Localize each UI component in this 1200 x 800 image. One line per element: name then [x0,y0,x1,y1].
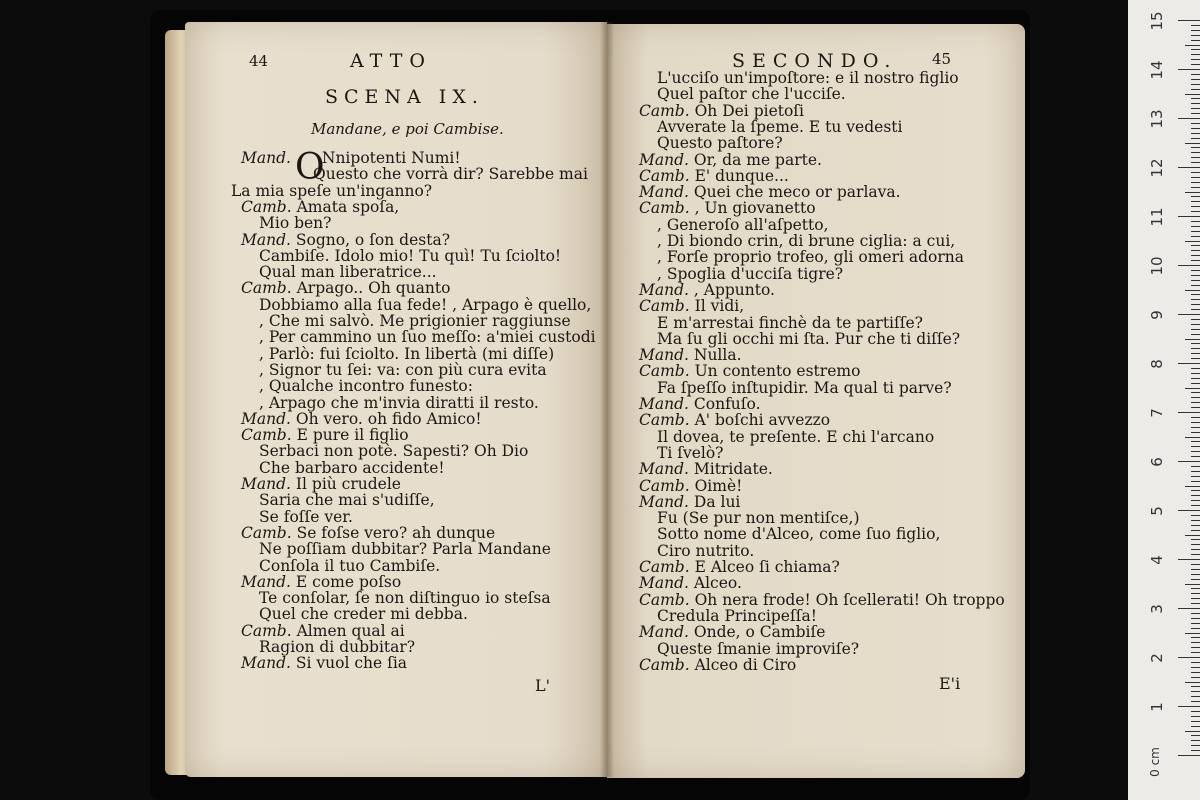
speaker-name: Camb. [639,362,690,381]
line-text: Conſola il tuo Cambiſe. [259,556,441,575]
line-text: E pure il figlio [296,426,409,445]
line-text: , Forſe proprio trofeo, gli omeri adorna [657,248,965,267]
ruler-tick [1191,530,1200,531]
right-page [607,24,1025,778]
ruler-tick [1191,196,1200,197]
speaker-name: Mand. [639,460,689,479]
ruler-tick [1191,662,1200,663]
left-page [185,22,607,777]
line-text: Fu (Se pur non mentiſce,) [657,509,860,528]
ruler-tick [1178,69,1200,70]
line-text: A' boſchi avvezzo [694,411,831,430]
line-text: Alceo di Ciro [694,655,797,674]
ruler-unit: 0 cm [1147,747,1162,777]
ruler-tick [1191,397,1200,398]
line-text: Credula Principeſſa! [657,606,817,625]
ruler-tick [1191,226,1200,227]
ruler-tick [1191,539,1200,540]
ruler-tick [1191,686,1200,687]
speaker-name: Camb. [639,590,690,609]
ruler-tick [1178,118,1200,119]
ruler-tick [1191,701,1200,702]
ruler-tick [1178,167,1200,168]
line-text: Onde, o Cambiſe [693,623,826,642]
book-gutter [600,22,614,777]
speaker-name: Camb. [639,166,690,185]
ruler-number: 4 [1148,555,1166,565]
speaker-name: Mand. [241,654,291,673]
ruler-tick [1191,270,1200,271]
right-running-head: SECONDO. [732,50,898,72]
ruler-tick [1191,515,1200,516]
ruler-tick [1191,721,1200,722]
line-text: , Appunto. [693,280,775,299]
speaker-name: Mand. [639,346,689,365]
ruler-tick [1191,696,1200,697]
line-text: Quel paſtor che l'ucciſe. [657,85,846,104]
ruler-tick [1191,505,1200,506]
ruler-tick [1191,79,1200,80]
ruler-tick [1191,358,1200,359]
ruler-tick [1178,755,1200,756]
ruler-tick [1191,691,1200,692]
ruler-tick [1191,647,1200,648]
ruler-tick [1191,383,1200,384]
ruler-tick [1191,451,1200,452]
ruler-tick [1178,363,1200,364]
ruler-tick [1191,103,1200,104]
ruler-tick [1191,735,1200,736]
line-text: Il dovea, te preſente. E chi l'arcano [657,427,935,446]
line-text: Nnipotenti Numi! [321,149,461,167]
ruler-tick [1191,206,1200,207]
line-text: , Un giovanetto [694,199,816,218]
ruler-tick [1178,657,1200,658]
text-line [639,657,796,674]
ruler-tick [1185,584,1200,585]
ruler-tick [1191,588,1200,589]
line-text: E' dunque... [694,166,789,185]
ruler-number: 1 [1148,702,1166,712]
ruler-tick [1191,162,1200,163]
speaker-name: Camb. [241,426,292,445]
ruler-tick [1191,481,1200,482]
ruler-tick [1191,716,1200,717]
line-text: Il vidi, [694,297,745,316]
speaker-name: Camb. [639,558,690,576]
ruler-tick [1185,290,1200,291]
ruler-tick [1178,314,1200,315]
ruler-tick [1185,143,1200,144]
ruler-tick [1191,407,1200,408]
ruler-number: 15 [1148,11,1166,31]
ruler-tick [1191,211,1200,212]
right-catchword: E'i [939,674,961,693]
ruler-tick [1191,628,1200,629]
ruler-tick [1191,221,1200,222]
ruler-number: 14 [1148,60,1166,80]
line-text: Se foſse vero? ah dunque [296,523,496,542]
line-text: Te conſolar, ſe non diſtinguo io steſsa [259,589,551,608]
line-text: Ciro nutrito. [657,541,755,560]
ruler-tick [1191,35,1200,36]
ruler-tick [1191,544,1200,545]
ruler-tick [1191,613,1200,614]
ruler-number: 11 [1148,207,1166,227]
line-text: Ti ſvelò? [657,443,724,462]
ruler-tick [1191,133,1200,134]
ruler-tick [1191,593,1200,594]
ruler-tick [1191,250,1200,251]
ruler-tick [1191,201,1200,202]
measuring-ruler [1128,0,1200,800]
ruler-tick [1191,138,1200,139]
speaker-name: Mand. [241,572,291,591]
speaker-name: Mand. [241,230,291,249]
ruler-tick [1191,745,1200,746]
ruler-tick [1191,373,1200,374]
line-text: E m'arrestai finchè da te partiſſe? [657,313,923,332]
ruler-tick [1191,750,1200,751]
line-text: , Parlò: fui ſciolto. In libertà (mi diſſe) [259,344,555,363]
speaker-name: Mand. [639,183,689,202]
ruler-tick [1191,726,1200,727]
ruler-tick [1191,618,1200,619]
ruler-tick [1191,128,1200,129]
speaker-name: Camb. [241,279,292,298]
ruler-tick [1191,417,1200,418]
ruler-tick [1191,422,1200,423]
ruler-tick [1191,172,1200,173]
ruler-number: 5 [1148,506,1166,516]
line-text: Qual man liberatrice... [259,263,437,282]
ruler-tick [1191,84,1200,85]
ruler-tick [1191,98,1200,99]
ruler-tick [1191,147,1200,148]
ruler-tick [1185,731,1200,732]
ruler-tick [1178,265,1200,266]
ruler-number: 7 [1148,408,1166,418]
ruler-tick [1191,324,1200,325]
left-catchword: L' [535,676,551,695]
line-text: E Alceo ſi chiama? [694,558,840,576]
ruler-tick [1191,329,1200,330]
ruler-tick [1191,231,1200,232]
speaker-name: Camb. [639,476,690,495]
line-text: Saria che mai s'udiſſe, [259,491,435,510]
ruler-tick [1191,711,1200,712]
ruler-tick [1191,187,1200,188]
ruler-tick [1191,574,1200,575]
line-text: Ma ſu gli occhi mi ſta. Pur che ti diſſe? [657,329,961,348]
ruler-tick [1191,368,1200,369]
ruler-tick [1191,598,1200,599]
ruler-tick [1191,49,1200,50]
speaker-name: Camb. [241,621,292,640]
ruler-tick [1191,637,1200,638]
ruler-tick [1191,569,1200,570]
ruler-tick [1191,108,1200,109]
line-text: , Di biondo crin, di brune ciglia: a cui, [657,232,956,250]
ruler-number: 2 [1148,653,1166,663]
ruler-tick [1191,476,1200,477]
ruler-tick [1191,667,1200,668]
ruler-tick [1191,549,1200,550]
ruler-tick [1191,490,1200,491]
line-text: Che barbaro accidente! [259,458,445,477]
ruler-tick [1178,216,1200,217]
line-text: Ne poſſiam dubbitar? Parla Mandane [259,540,551,559]
scene-heading: SCENA IX. [325,86,484,108]
ruler-tick [1191,564,1200,565]
line-text: Almen qual ai [296,621,405,640]
line-text: Un contento estremo [694,362,861,381]
line-text: , Generoſo all'aſpetto, [657,215,829,234]
ruler-tick [1191,260,1200,261]
line-text: Oh nera frode! Oh ſcellerati! Oh troppo [694,590,1005,609]
line-text: Da lui [693,492,741,511]
scene-characters: Mandane, e poi Cambise. [311,120,504,138]
ruler-tick [1191,579,1200,580]
ruler-tick [1185,437,1200,438]
ruler-tick [1185,45,1200,46]
ruler-tick [1191,30,1200,31]
line-text: La mia speſe un'inganno? [231,181,433,200]
ruler-tick [1191,275,1200,276]
ruler-tick [1191,334,1200,335]
left-running-head: ATTO [350,50,432,72]
line-text: Queste ſmanie improviſe? [657,639,860,658]
ruler-tick [1185,535,1200,536]
ruler-tick [1178,706,1200,707]
line-text: , Signor tu ſei: va: con più cura evita [259,360,547,379]
line-text: Nulla. [693,346,742,365]
left-page-number: 44 [249,52,269,70]
ruler-tick [1178,559,1200,560]
ruler-tick [1191,40,1200,41]
ruler-tick [1191,603,1200,604]
ruler-tick [1191,280,1200,281]
drop-cap: O [295,147,325,188]
ruler-tick [1191,378,1200,379]
line-text: Sotto nome d'Alceo, come ſuo figlio, [657,525,941,544]
speaker-name: Mand. [639,574,689,593]
line-text: Sogno, o ſon desta? [295,230,450,249]
line-text: Quei che meco or parlava. [693,183,901,202]
line-text: Ragion di dubbitar? [259,638,416,656]
ruler-tick [1191,299,1200,300]
ruler-tick [1191,319,1200,320]
speaker-name: Mand. [639,280,689,299]
ruler-tick [1191,245,1200,246]
speaker-name: Camb. [639,199,690,218]
ruler-tick [1191,642,1200,643]
line-text: Dobbiamo alla ſua fede! , Arpago è quello, [259,295,592,314]
ruler-tick [1191,456,1200,457]
line-text: Serbaci non potè. Sapesti? Oh Dio [259,442,529,461]
ruler-tick [1191,25,1200,26]
ruler-tick [1191,392,1200,393]
ruler-tick [1185,94,1200,95]
line-text: , Qualche incontro funesto: [259,377,473,396]
ruler-number: 12 [1148,158,1166,178]
ruler-number: 13 [1148,109,1166,129]
ruler-tick [1191,353,1200,354]
ruler-tick [1185,388,1200,389]
line-text: Questo paſtore? [657,134,783,153]
ruler-tick [1191,677,1200,678]
line-text: Si vuol che ſia [295,654,408,673]
ruler-tick [1191,446,1200,447]
line-text: Se foſſe ver. [259,507,353,526]
ruler-tick [1191,441,1200,442]
speaker-name: Mand. [241,149,291,167]
ruler-tick [1185,486,1200,487]
line-text: , Spoglia d'ucciſa tigre? [657,264,844,283]
speaker-name: Camb. [241,197,292,216]
line-text: Or, da me parte. [693,150,822,169]
speaker-name: Camb. [639,411,690,430]
ruler-tick [1191,177,1200,178]
ruler-tick [1191,294,1200,295]
text-line [241,655,407,672]
speaker-name: Mand. [639,150,689,169]
ruler-tick [1191,348,1200,349]
ruler-tick [1191,672,1200,673]
speaker-name: Camb. [241,523,292,542]
ruler-tick [1185,339,1200,340]
line-text: Amata spoſa, [296,197,400,216]
ruler-tick [1191,152,1200,153]
ruler-tick [1178,510,1200,511]
ruler-tick [1191,500,1200,501]
ruler-tick [1178,608,1200,609]
ruler-number: 8 [1148,359,1166,369]
ruler-tick [1191,623,1200,624]
ruler-tick [1191,113,1200,114]
ruler-tick [1185,241,1200,242]
line-text: , Che mi salvò. Me prigionier raggiunse [259,312,571,330]
ruler-tick [1191,427,1200,428]
ruler-tick [1191,255,1200,256]
ruler-tick [1191,54,1200,55]
ruler-tick [1191,402,1200,403]
line-text: Questo che vorrà dir? Sarebbe mai [313,165,588,184]
ruler-tick [1178,412,1200,413]
line-text: , Per cammino un ſuo meſſo: a'miei custodi [259,328,596,347]
ruler-number: 6 [1148,457,1166,467]
line-text: Alceo. [693,574,742,593]
ruler-tick [1191,471,1200,472]
ruler-tick [1185,633,1200,634]
speaker-name: Camb. [639,101,690,120]
ruler-tick [1191,495,1200,496]
speaker-name: Camb. [639,297,690,316]
ruler-tick [1185,192,1200,193]
line-text: E come poſso [295,572,402,591]
line-text: L'ucciſo un'impoſtore: e il nostro figlio [657,69,959,87]
ruler-tick [1178,20,1200,21]
ruler-number: 9 [1148,310,1166,320]
ruler-tick [1185,682,1200,683]
line-text: Il più crudele [295,475,401,493]
ruler-tick [1191,466,1200,467]
ruler-tick [1191,554,1200,555]
ruler-tick [1191,520,1200,521]
line-text: Confuſo. [693,395,761,413]
line-text: , Arpago che m'invia diratti il resto. [259,393,539,412]
ruler-tick [1191,64,1200,65]
speaker-name: Mand. [241,409,291,428]
ruler-tick [1191,304,1200,305]
ruler-tick [1191,157,1200,158]
line-text: Quel che creder mi debba. [259,605,468,624]
ruler-tick [1191,343,1200,344]
line-text: Mitridate. [693,460,773,479]
line-text: Oimè! [694,476,743,495]
speaker-name: Mand. [639,492,689,511]
ruler-tick [1191,123,1200,124]
right-page-number: 45 [932,50,952,68]
line-text: Mio ben? [259,214,332,233]
line-text: Fa ſpeſſo inſtupidir. Ma qual ti parve? [657,378,952,397]
speaker-name: Mand. [639,623,689,642]
speaker-name: Mand. [639,395,689,413]
ruler-tick [1191,285,1200,286]
ruler-tick [1178,461,1200,462]
ruler-tick [1191,182,1200,183]
ruler-number: 10 [1148,256,1166,276]
line-text: Cambiſe. Idolo mio! Tu quì! Tu ſciolto! [259,246,562,265]
line-text: Oh Dei pietoſi [694,101,805,120]
ruler-tick [1191,309,1200,310]
ruler-tick [1191,89,1200,90]
ruler-tick [1191,432,1200,433]
ruler-tick [1191,59,1200,60]
line-text: Arpago.. Oh quanto [296,279,451,298]
ruler-tick [1191,525,1200,526]
ruler-number: 3 [1148,604,1166,614]
line-text: Oh vero. oh fido Amico! [295,409,482,428]
ruler-tick [1191,236,1200,237]
line-text: Avverate la ſpeme. E tu vedesti [657,117,903,136]
speaker-name: Camb. [639,655,690,674]
ruler-tick [1191,652,1200,653]
ruler-tick [1191,740,1200,741]
speaker-name: Mand. [241,475,291,493]
ruler-tick [1191,74,1200,75]
